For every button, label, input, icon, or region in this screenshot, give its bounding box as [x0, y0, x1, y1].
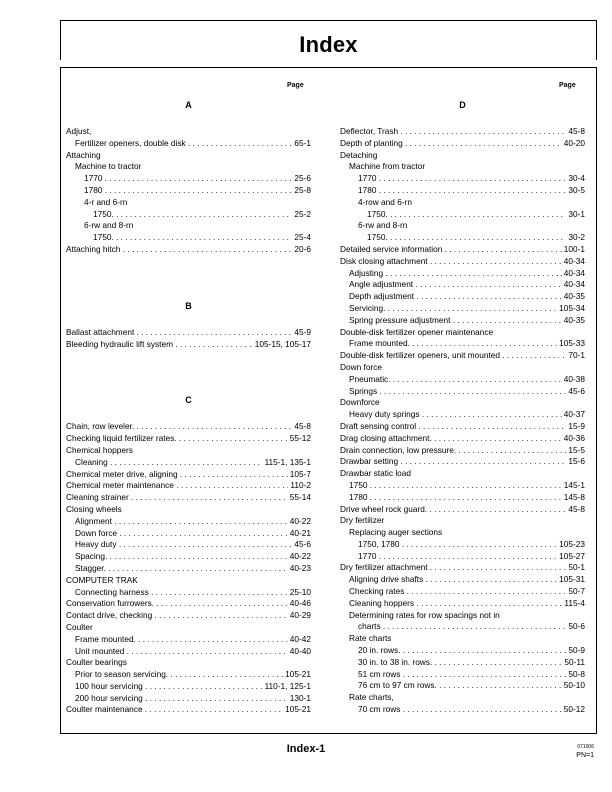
index-entry-text: 76 cm to 97 cm rows. . . .	[358, 680, 585, 692]
index-entry	[340, 692, 585, 704]
index-entry	[340, 598, 585, 610]
index-entry-text: Chemical hoppers	[66, 444, 133, 455]
index-entry-text: Frame mounted. . . .	[349, 338, 585, 350]
index-entry-text: 100 hour servicing . . .	[75, 681, 311, 693]
index-entry-text: Chemical meter maintenance . . .	[66, 480, 311, 492]
index-entry	[66, 232, 311, 244]
index-entry-text: Depth of planting . . .	[340, 138, 585, 150]
index-entry	[340, 232, 585, 244]
index-entry-page: 25-8	[294, 184, 311, 195]
index-entry-page: 70-1	[568, 350, 585, 361]
index-entry	[340, 161, 585, 173]
index-entry	[340, 574, 585, 586]
index-entry-page: 55-14	[289, 492, 311, 503]
index-entry-page: 45-8	[568, 503, 585, 514]
index-entry	[340, 551, 585, 563]
section-letter: C	[185, 395, 192, 406]
index-entry-page: 50-11	[564, 656, 585, 667]
index-entry-text: 1780 . . .	[349, 492, 585, 504]
index-entry	[340, 468, 585, 480]
index-entry-page: 45-8	[294, 421, 311, 432]
index-entry-page: 55-12	[289, 433, 311, 444]
index-entry-text: Heavy duty springs . . .	[349, 409, 585, 421]
index-entry-text: 1750. . . .	[93, 232, 311, 244]
index-entry-text: Cleaning . . .	[75, 457, 311, 469]
index-entry-text: Detaching	[340, 149, 378, 160]
index-entry	[340, 445, 585, 457]
index-entry	[66, 704, 311, 716]
index-entry	[66, 646, 311, 658]
index-entry-text: Attaching hitch . . .	[66, 244, 311, 256]
index-entry-text: Frame mounted. . . .	[75, 634, 311, 646]
index-entry-text: 1770 . . .	[358, 551, 585, 563]
index-entry	[66, 126, 311, 138]
index-entry	[66, 445, 311, 457]
section-letter: B	[185, 300, 192, 311]
index-entry-text: 20 in. rows. . . .	[358, 645, 585, 657]
index-entry-page: 115-1, 135-1	[264, 456, 311, 467]
index-entry-text: Dry fertilizer	[340, 515, 385, 526]
index-entry-page: 105-15, 105-17	[254, 338, 311, 349]
index-entry	[340, 657, 585, 669]
index-entry	[66, 161, 311, 173]
index-entry-page: 40-34	[563, 255, 585, 266]
index-entry-text: Springs . . .	[349, 386, 585, 398]
index-entry-text: Draft sensing control . . .	[340, 421, 585, 433]
index-entry-text: Drive wheel rock guard. . . .	[340, 504, 585, 516]
index-entry	[340, 492, 585, 504]
index-entry-page: 40-22	[289, 515, 311, 526]
index-entry-text: Coulter bearings	[66, 657, 127, 668]
index-entry	[66, 480, 311, 492]
index-entry-page: 105-21	[285, 704, 311, 715]
index-entry-page: 15-5	[568, 444, 585, 455]
index-entry	[340, 374, 585, 386]
index-entry-page: 40-36	[563, 432, 585, 443]
index-entry-page: 145-8	[563, 491, 585, 502]
index-entry-text: 1780 . . .	[358, 185, 585, 197]
index-entry-text: Conservation furrowers. . . .	[66, 598, 311, 610]
index-entry-text: 1780 . . .	[84, 185, 311, 197]
index-entry-text: Drain connection, low pressure. . . .	[340, 445, 585, 457]
index-entry-text: Spacing. . . .	[75, 551, 311, 563]
index-entry	[340, 303, 585, 315]
index-entry	[340, 185, 585, 197]
index-entry-text: 30 in. to 38 in. rows. . . .	[358, 657, 585, 669]
index-entry	[340, 291, 585, 303]
index-entry	[66, 587, 311, 599]
index-entry-page: 15-6	[568, 456, 585, 467]
index-entry	[66, 669, 311, 681]
index-entry	[340, 433, 585, 445]
index-entry-text: Deflector, Trash . . .	[340, 126, 585, 138]
index-column-right	[340, 100, 585, 716]
index-entry-text: Downforce	[340, 397, 380, 408]
index-entry	[66, 539, 311, 551]
index-entry-page: 45-9	[294, 326, 311, 337]
index-entry	[340, 209, 585, 221]
index-entry-text: Drag closing attachment. . . .	[340, 433, 585, 445]
index-entry	[340, 704, 585, 716]
index-entry-page: 30-1	[568, 208, 585, 219]
index-entry-page: 50-12	[563, 704, 585, 715]
index-entry	[66, 693, 311, 705]
index-entry-page: 15-9	[568, 420, 585, 431]
index-entry	[340, 138, 585, 150]
index-entry	[66, 173, 311, 185]
index-entry-page: 40-22	[289, 551, 311, 562]
index-entry-text: Angle adjustment . . .	[349, 279, 585, 291]
index-entry-text: Rate charts	[349, 633, 392, 644]
index-entry-text: Depth adjustment . . .	[349, 291, 585, 303]
index-entry-page: 110-2	[290, 480, 311, 491]
index-entry-page: 50-6	[568, 621, 585, 632]
page-column-label-left: Page	[287, 82, 304, 89]
index-entry-page: 105-27	[559, 550, 585, 561]
index-entry-text: Determining rates for row spacings not in	[349, 609, 500, 620]
index-entry-text: 1750. . . .	[367, 209, 585, 221]
index-entry	[340, 515, 585, 527]
index-entry-text: Heavy duty . . .	[75, 539, 311, 551]
index-entry-text: Drawbar setting . . .	[340, 456, 585, 468]
index-entry-page: 40-42	[289, 633, 311, 644]
index-entry-page: 40-35	[563, 314, 585, 325]
index-entry-text: 200 hour servicing . . .	[75, 693, 311, 705]
index-entry-text: Stagger. . . .	[75, 563, 311, 575]
index-entry	[340, 327, 585, 339]
index-entry	[340, 680, 585, 692]
index-entry	[340, 244, 585, 256]
index-entry-page: 40-21	[289, 527, 311, 538]
index-entry	[66, 516, 311, 528]
index-entry	[66, 469, 311, 481]
index-entry	[66, 209, 311, 221]
index-entry-page: 105-31	[559, 574, 585, 585]
index-entry-text: Bleeding hydraulic lift system . . .	[66, 339, 311, 351]
index-entry-page: 30-5	[568, 184, 585, 195]
title-box	[60, 20, 597, 60]
index-entry-text: Chain, row leveler. . . .	[66, 421, 311, 433]
index-entry	[340, 586, 585, 598]
index-entry	[340, 126, 585, 138]
index-entry	[340, 397, 585, 409]
index-entry-text: charts . . .	[358, 621, 585, 633]
index-entry-text: Drawbar static load	[340, 468, 412, 479]
index-entry-page: 25-2	[294, 208, 311, 219]
index-entry-text: Rate charts,	[349, 692, 394, 703]
index-entry	[66, 575, 311, 587]
page-title: Index	[299, 32, 358, 57]
index-entry-page: 40-46	[289, 598, 311, 609]
index-entry-text: Replacing auger sections	[349, 527, 443, 538]
index-entry	[66, 634, 311, 646]
index-entry-page: 45-6	[568, 385, 585, 396]
index-entry-text: 1750. . . .	[93, 209, 311, 221]
index-entry	[340, 350, 585, 362]
index-entry	[340, 562, 585, 574]
index-entry	[340, 456, 585, 468]
index-entry-text: Checking rates . . .	[349, 586, 585, 598]
index-entry-text: Unit mounted . . .	[75, 646, 311, 658]
index-entry-page: 40-23	[289, 562, 311, 573]
index-entry	[66, 421, 311, 433]
index-entry-text: Adjust,	[66, 126, 92, 136]
index-entry	[340, 197, 585, 209]
index-entry	[66, 327, 311, 339]
index-entry-text: 6-rw and 8-rn	[358, 220, 408, 231]
index-entry	[66, 185, 311, 197]
index-entry-text: Pneumatic. . . .	[349, 374, 585, 386]
section-letter: D	[459, 100, 466, 110]
index-entry	[340, 338, 585, 350]
index-entry-text: Contact drive, checking . . .	[66, 610, 311, 622]
index-entry	[66, 563, 311, 575]
index-entry-text: 1770 . . .	[358, 173, 585, 185]
index-entry-text: Alignment . . .	[75, 516, 311, 528]
index-entry	[66, 492, 311, 504]
index-entry-text: Machine to tractor	[75, 161, 142, 172]
index-entry-text: 4-row and 6-rn	[358, 196, 412, 207]
index-entry-text: Closing wheels	[66, 503, 122, 514]
index-entry-text: Servicing. . . .	[349, 303, 585, 315]
index-entry-page: 65-1	[294, 137, 311, 148]
index-entry-text: Double-disk fertilizer opener maintenance	[340, 326, 494, 337]
index-entry	[340, 315, 585, 327]
index-entry-text: Aligning drive shafts . . .	[349, 574, 585, 586]
index-entry	[340, 386, 585, 398]
index-entry-page: 40-34	[563, 267, 585, 278]
index-entry-page: 50-1	[568, 562, 585, 573]
index-entry-page: 50-10	[563, 680, 585, 691]
index-entry-text: Ballast attachment . . .	[66, 327, 311, 339]
index-entry-text: Fertilizer openers, double disk . . .	[75, 138, 311, 150]
index-entry-page: 105-21	[285, 669, 311, 680]
index-entry-text: Connecting harness . . .	[75, 587, 311, 599]
index-entry-text: Checking liquid fertilizer rates. . . .	[66, 433, 311, 445]
index-column-left	[66, 100, 311, 716]
index-entry	[66, 197, 311, 209]
index-entry-text: Down force . . .	[75, 528, 311, 540]
index-entry	[66, 681, 311, 693]
index-entry	[66, 657, 311, 669]
page-column-label-right: Page	[559, 82, 576, 89]
index-entry-page: 110-1, 125-1	[264, 680, 311, 691]
index-entry-page: 50-7	[568, 586, 585, 597]
index-entry-text: Spring pressure adjustment . . .	[349, 315, 585, 327]
index-entry	[340, 220, 585, 232]
index-entry-page: 45-8	[568, 126, 585, 136]
index-entry-text: 1750, 1780 . . .	[358, 539, 585, 551]
index-entry-text: Detailed service information . . .	[340, 244, 585, 256]
index-entry-text: 4-r and 6-rn	[84, 196, 128, 207]
index-entry-page: 105-34	[559, 302, 585, 313]
index-entry-page: 50-8	[568, 668, 585, 679]
index-entry-page: 105-33	[559, 338, 585, 349]
index-entry	[340, 362, 585, 374]
index-entry	[66, 150, 311, 162]
index-entry-page: 30-4	[568, 173, 585, 184]
index-entry-page: 130-1	[289, 692, 311, 703]
index-entry	[340, 150, 585, 162]
index-entry-text: 70 cm rows . . .	[358, 704, 585, 716]
index-entry	[66, 220, 311, 232]
index-entry-text: Coulter maintenance . . .	[66, 704, 311, 716]
index-entry-text: Cleaning strainer . . .	[66, 492, 311, 504]
index-entry	[340, 504, 585, 516]
section-letter: A	[185, 100, 192, 110]
index-entry	[340, 409, 585, 421]
index-entry	[66, 138, 311, 150]
index-entry-page: 20-6	[294, 243, 311, 254]
index-entry-text: 1770 . . .	[84, 173, 311, 185]
index-entry	[66, 598, 311, 610]
index-entry	[340, 268, 585, 280]
index-entry-page: 105-23	[559, 538, 585, 549]
index-entry-text: Prior to season servicing. . . .	[75, 669, 311, 681]
page-number: PN=1	[576, 752, 594, 759]
index-entry-text: 6-rw and 8-rn	[84, 220, 134, 231]
document-code: 071006	[577, 744, 594, 750]
index-entry	[66, 622, 311, 634]
index-entry-page: 105-7	[289, 468, 311, 479]
index-entry	[66, 339, 311, 351]
index-entry-page: 25-6	[294, 173, 311, 184]
index-entry-page: 40-35	[563, 291, 585, 302]
index-entry-page: 50-9	[568, 645, 585, 656]
index-entry	[340, 633, 585, 645]
index-entry-page: 40-29	[289, 610, 311, 621]
index-entry	[340, 173, 585, 185]
index-entry-text: 51 cm rows . . .	[358, 669, 585, 681]
index-entry-page: 25-4	[294, 232, 311, 243]
index-entry	[340, 527, 585, 539]
index-entry-text: Chemical meter drive, aligning . . .	[66, 469, 311, 481]
index-entry	[66, 433, 311, 445]
index-entry	[340, 421, 585, 433]
index-entry	[66, 528, 311, 540]
index-entry-page: 145-1	[563, 479, 585, 490]
index-entry-page: 100-1	[563, 243, 585, 254]
index-entry-text: 1750 . . .	[349, 480, 585, 492]
index-entry-page: 40-20	[563, 137, 585, 148]
index-entry	[66, 610, 311, 622]
index-entry-page: 30-2	[568, 232, 585, 243]
page-footer: Index-1	[286, 743, 326, 755]
index-entry-text: Dry fertilizer attachment . . .	[340, 562, 585, 574]
index-entry-text: Coulter	[66, 621, 93, 632]
index-entry-page: 115-4	[564, 597, 585, 608]
index-entry-text: Attaching	[66, 149, 101, 160]
index-entry	[340, 256, 585, 268]
index-entry	[66, 504, 311, 516]
index-entry	[340, 610, 585, 622]
index-entry	[66, 457, 311, 469]
index-entry	[340, 480, 585, 492]
index-entry	[340, 539, 585, 551]
index-entry-text: Disk closing attachment . . .	[340, 256, 585, 268]
index-entry-text: Adjusting . . .	[349, 268, 585, 280]
index-entry-page: 40-34	[563, 279, 585, 290]
index-entry	[66, 244, 311, 256]
index-entry-text: COMPUTER TRAK	[66, 574, 138, 585]
index-entry-page: 25-10	[289, 586, 311, 597]
index-entry	[340, 621, 585, 633]
index-entry	[340, 669, 585, 681]
index-entry	[340, 645, 585, 657]
index-entry-page: 40-40	[289, 645, 311, 656]
index-entry-page: 40-37	[563, 409, 585, 420]
index-entry-text: Double-disk fertilizer openers, unit mounted . . .	[340, 350, 585, 362]
index-entry-text: Machine from tractor	[349, 161, 426, 172]
index-entry	[340, 279, 585, 291]
index-entry-text: 1750. . . .	[367, 232, 585, 244]
index-entry-text: Down force	[340, 361, 382, 372]
index-entry-page: 45-6	[294, 539, 311, 550]
index-entry-text: Cleaning hoppers . . .	[349, 598, 585, 610]
index-entry	[66, 551, 311, 563]
index-entry-page: 40-38	[563, 373, 585, 384]
